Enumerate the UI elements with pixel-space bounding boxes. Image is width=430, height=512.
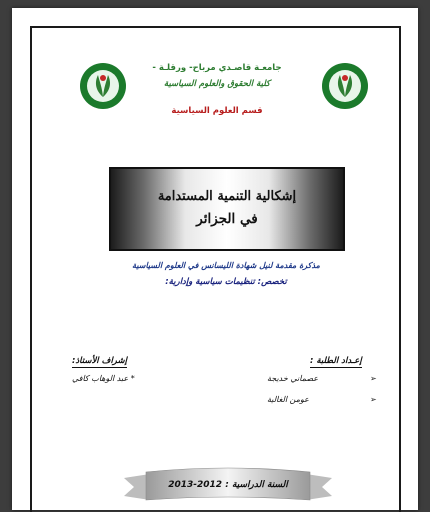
- department-name: قسم العلوم السياسية: [171, 106, 263, 116]
- thesis-title-line-2: في الجزائر: [196, 211, 258, 227]
- specialty-line: تخصص: تنظيمات سياسية وإدارية:: [165, 277, 287, 287]
- student-name: عومن الغالية: [267, 395, 309, 404]
- prepared-by-heading: إعـداد الطلبة :: [310, 356, 362, 366]
- university-seal-icon: [320, 61, 370, 111]
- checkmark-bullet-icon: ➢: [370, 395, 377, 404]
- supervisor-heading: إشراف الأستاذ:: [72, 356, 127, 366]
- supervisor-name: * عبد الوهاب كافي: [72, 374, 135, 383]
- university-name: جامعـة قاصـدي مرباح- ورقلـة -: [152, 63, 282, 73]
- academic-year: السنة الدراسية : 2012-2013: [168, 480, 288, 490]
- checkmark-bullet-icon: ➢: [370, 374, 377, 383]
- thesis-title-line-1: إشكالية التنمية المستدامة: [157, 189, 297, 204]
- memo-description: مذكرة مقدمة لنيل شهادة الليسانس في العلوم السياسية: [132, 261, 320, 270]
- student-name: عصماني خديجة: [267, 374, 319, 383]
- title-box: [109, 167, 345, 251]
- university-seal-icon: [78, 61, 128, 111]
- faculty-name: كلية الحقوق والعلوم السياسية: [163, 79, 271, 89]
- document-page: [12, 8, 418, 510]
